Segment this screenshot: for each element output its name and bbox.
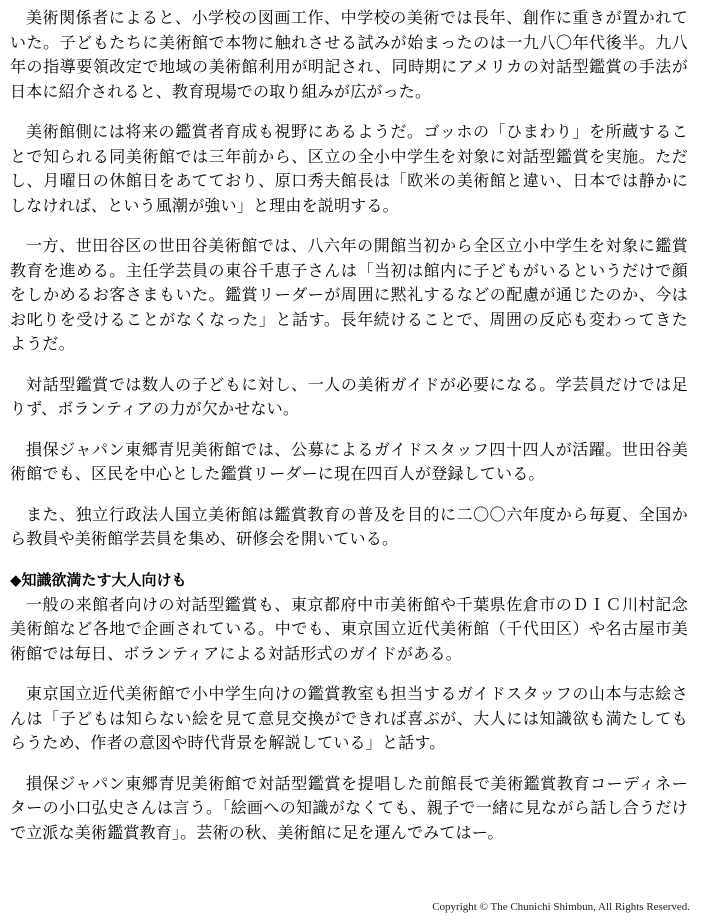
article-paragraph: 一方、世田谷区の世田谷美術館では、八六年の開館当初から全区立小中学生を対象に鑑賞教育を進める。主任学芸員の東谷千恵子さんは「当初は館内に子どもがいるというだけで顔をしかめるお客さまもいた。鑑賞リーダーが周囲に黙礼するなどの配慮が通じたのか、今はお叱りを受けることがなくなった」と話す。長年続けることで、周囲の反応も変わってきたようだ。 bbox=[10, 236, 688, 353]
article-paragraph: 美術館側には将来の鑑賞者育成も視野にあるようだ。ゴッホの「ひまわり」を所蔵することで知られる同美術館では三年前から、区立の全小中学生を対象に対話型鑑賞を実施。ただし、月曜日の休館日をあてており、原口秀夫館長は「欧米の美術館と違い、日本では静かにしなければ、という風潮が強い」と理由を説明する。 bbox=[10, 122, 688, 215]
article-paragraph: 美術関係者によると、小学校の図画工作、中学校の美術では長年、創作に重きが置かれていた。子どもたちに美術館で本物に触れさせる試みが始まったのは一九八〇年代後半。九八年の指導要領改定で地域の美術館利用が明記され、同時期にアメリカの対話型鑑賞の手法が日本に紹介されると、教育現場での取り組みが広がった。 bbox=[10, 8, 688, 101]
article-body bbox=[10, 6, 688, 861]
section-heading: ◆知識欲満たす大人向けも bbox=[10, 570, 187, 589]
article-paragraph: 対話型鑑賞では数人の子どもに対し、一人の美術ガイドが必要になる。学芸員だけでは足りず、ボランティアの力が欠かせない。 bbox=[10, 374, 688, 418]
copyright-notice: Copyright © The Chunichi Shimbun, All Rights Reserved. bbox=[432, 901, 690, 913]
article-paragraph: 一般の来館者向けの対話型鑑賞も、東京都府中市美術館や千葉県佐倉市のＤＩＣ川村記念美術館など各地で企画されている。中でも、東京国立近代美術館（千代田区）や名古屋市美術館では毎日、ボランティアによる対話形式のガイドがある。 bbox=[10, 594, 688, 663]
article-paragraph: 損保ジャパン東郷青児美術館では、公募によるガイドスタッフ四十四人が活躍。世田谷美術館でも、区民を中心とした鑑賞リーダーに現在四百人が登録している。 bbox=[10, 439, 688, 483]
article-paragraph: 東京国立近代美術館で小中学生向けの鑑賞教室も担当するガイドスタッフの山本与志絵さんは「子どもは知らない絵を見て意見交換ができれば喜ぶが、大人には知識欲も満たしてもらうため、作者の意図や時代背景を解説している」と話す。 bbox=[10, 684, 688, 752]
article-paragraph: また、独立行政法人国立美術館は鑑賞教育の普及を目的に二〇〇六年度から毎夏、全国から教員や美術館学芸員を集め、研修会を開いている。 bbox=[10, 504, 688, 548]
article-paragraph: 損保ジャパン東郷青児美術館で対話型鑑賞を提唱した前館長で美術鑑賞教育コーディネーターの小口弘史さんは言う。「絵画への知識がなくても、親子で一緒に見ながら話し合うだけで立派な美術鑑賞教育」。芸術の秋、美術館に足を運んでみてはー。 bbox=[10, 773, 688, 842]
